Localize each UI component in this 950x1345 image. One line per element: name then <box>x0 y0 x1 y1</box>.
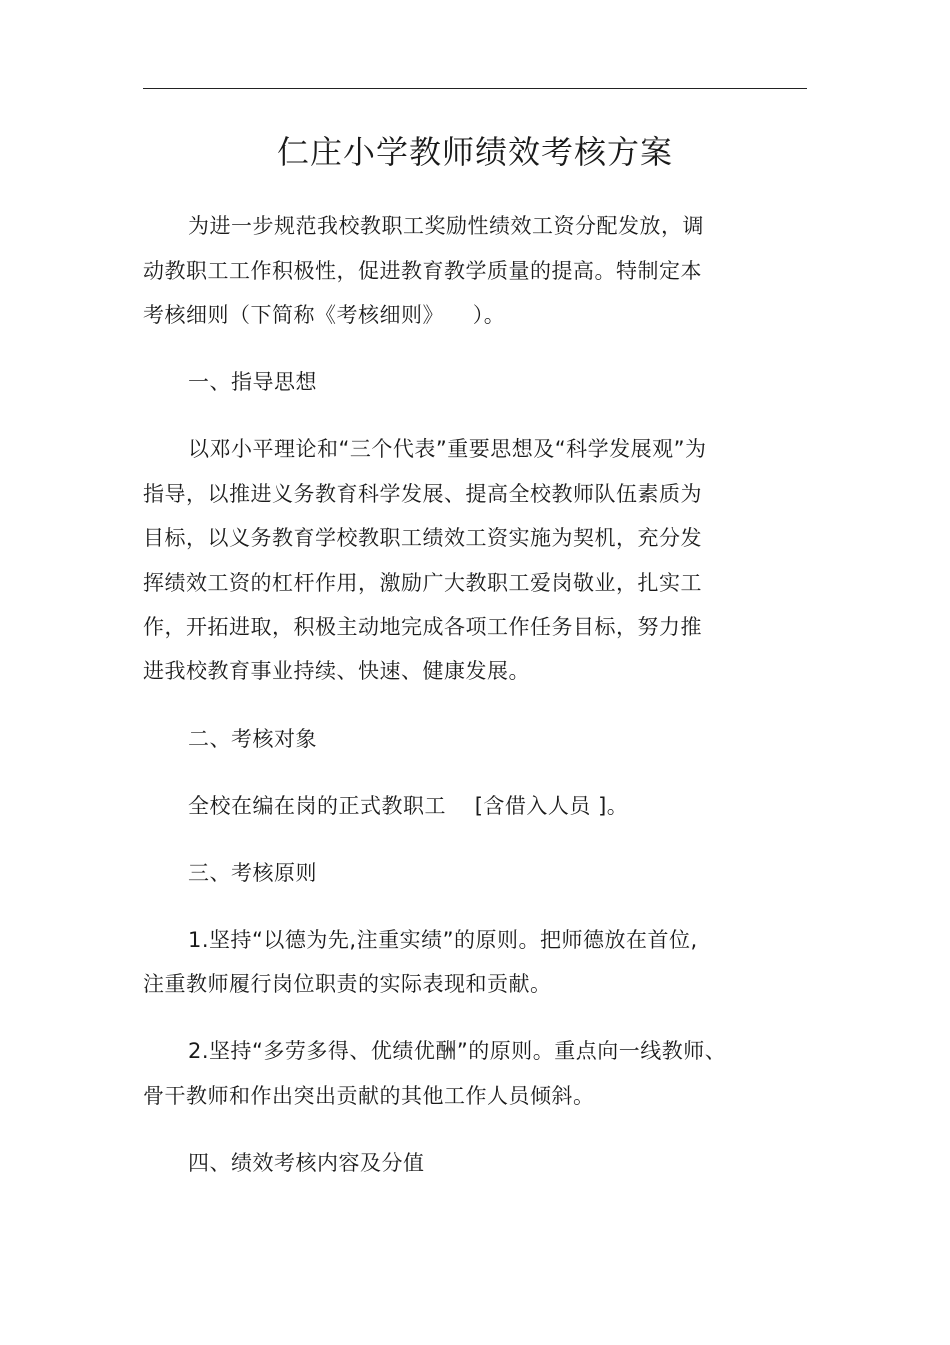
section1-line-4: 挥绩效工资的杠杆作用，激励广大教职工爱岗敬业，扎实工 <box>143 571 702 595</box>
section3-item2-line-2: 骨干教师和作出突出贡献的其他工作人员倾斜。 <box>143 1084 595 1108</box>
section3-heading: 三、考核原则 <box>188 861 317 885</box>
intro-line-2: 动教职工工作积极性，促进教育教学质量的提高。特制定本 <box>143 259 702 283</box>
section1-line-1: 以邓小平理论和“三个代表”重要思想及“科学发展观”为 <box>188 437 707 461</box>
section4-heading: 四、绩效考核内容及分值 <box>188 1151 425 1175</box>
section2-text: 全校在编在岗的正式教职工 [含借入人员 ]。 <box>188 794 629 818</box>
header-rule <box>143 88 807 89</box>
section1-heading: 一、指导思想 <box>188 370 317 394</box>
document-title: 仁庄小学教师绩效考核方案 <box>276 133 673 171</box>
section1-line-5: 作，开拓进取，积极主动地完成各项工作任务目标，努力推 <box>143 615 702 639</box>
section2-heading: 二、考核对象 <box>188 727 317 751</box>
section1-line-2: 指导，以推进义务教育科学发展、提高全校教师队伍素质为 <box>143 482 702 506</box>
intro-line-1: 为进一步规范我校教职工奖励性绩效工资分配发放，调 <box>188 214 704 238</box>
section1-line-3: 目标，以义务教育学校教职工绩效工资实施为契机，充分发 <box>143 526 702 550</box>
section3-item1-line-1: 1.坚持“以德为先,注重实绩”的原则。把师德放在首位, <box>188 928 698 952</box>
intro-line-3: 考核细则（下简称《考核细则》 ）。 <box>143 303 506 327</box>
section1-line-6: 进我校教育事业持续、快速、健康发展。 <box>143 659 530 683</box>
section3-item1-line-2: 注重教师履行岗位职责的实际表现和贡献。 <box>143 972 552 996</box>
section3-item2-line-1: 2.坚持“多劳多得、优绩优酬”的原则。重点向一线教师、 <box>188 1039 727 1063</box>
